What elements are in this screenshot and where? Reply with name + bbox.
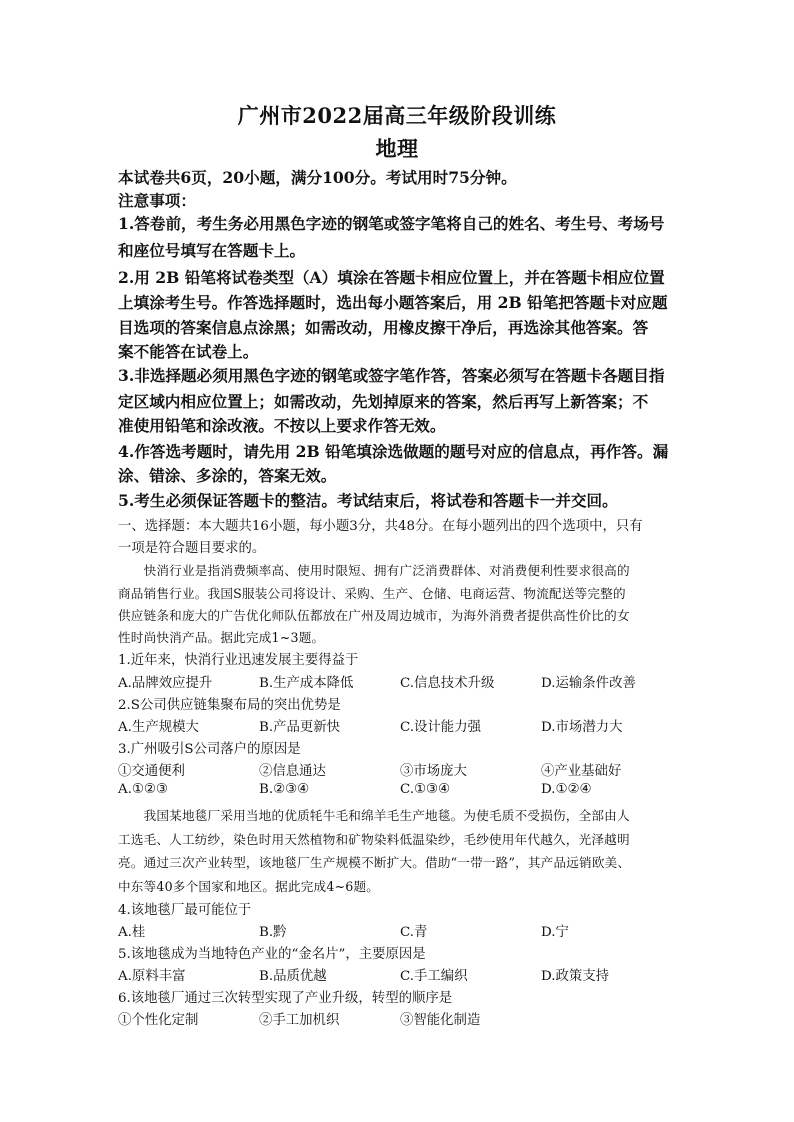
option-a: A.生产规模大 (118, 720, 199, 735)
notice-line: 5.考生必须保证答题卡的整洁。考试结束后，将试卷和答题卡一并交回。 (118, 491, 618, 510)
question-options (118, 716, 678, 736)
question-stem: 1.近年来，快消行业迅速发展主要得益于 (118, 653, 359, 668)
notice-heading: 注意事项： (118, 191, 196, 210)
factor-item: ②信息通达 (259, 764, 326, 779)
notice-line: 3.非选择题必须用黑色字迹的钢笔或签字笔作答，答案必须写在答题卡各题目指 (118, 366, 665, 385)
passage-line: 供应链条和庞大的广告优化师队伍都放在广州及周边城市，为海外消费者提供高性价比的女 (118, 608, 630, 623)
exam-title: 广州市2022届高三年级阶段训练 (237, 103, 557, 128)
notice-line: 涂、错涂、多涂的，答案无效。 (118, 466, 337, 485)
section-heading: 一项是符合题目要求的。 (118, 541, 266, 556)
notice-line: 目选项的答案信息点涂黑；如需改动，用橡皮擦干净后，再选涂其他答案。答 (118, 318, 649, 337)
notice-line: 2.用 2B 铅笔将试卷类型（A）填涂在答题卡相应位置上，并在答题卡相应位置 (118, 268, 665, 287)
option-a: A.桂 (118, 925, 146, 940)
passage-line: 中东等40多个国家和地区。据此完成4~6题。 (118, 879, 380, 894)
factor-item: ①交通便利 (118, 764, 185, 779)
question-stem: 5.该地毯成为当地特色产业的“金名片”，主要原因是 (118, 947, 426, 962)
section-heading: 一、选择题：本大题共16小题，每小题3分，共48分。在每小题列出的四个选项中，只有 (118, 519, 643, 534)
option-a: A.①②③ (118, 782, 168, 797)
factor-item: ④产业基础好 (541, 764, 622, 779)
question-stem: 3.广州吸引S公司落户的原因是 (118, 742, 301, 757)
option-a: A.原料丰富 (118, 969, 186, 984)
notice-line: 1.答卷前，考生务必用黑色字迹的钢笔或签字笔将自己的姓名、考生号、考场号 (118, 214, 665, 233)
option-d: D.①②④ (541, 782, 592, 797)
factor-item: ②手工加机织 (259, 1013, 340, 1028)
notice-line: 上填涂考生号。作答选择题时，选出每小题答案后，用 2B 铅笔把答题卡对应题 (118, 293, 668, 312)
factor-item: ③智能化制造 (400, 1013, 481, 1028)
notice-line: 准使用铅笔和涂改液。不按以上要求作答无效。 (118, 416, 446, 435)
option-d: D.运输条件改善 (541, 676, 636, 691)
question-stem: 4.该地毯厂最可能位于 (118, 903, 252, 918)
passage-line: 快消行业是指消费频率高、使用时限短、拥有广泛消费群体、对消费便利性要求很高的 (118, 563, 630, 578)
passage-line: 工选毛、人工纺纱，染色时用天然植物和矿物染料低温染纱，毛纱使用年代越久，光泽越明 (118, 832, 630, 847)
passage-line: 亮。通过三次产业转型，该地毯厂生产规模不断扩大。借助“一带一路”，其产品远销欧美、 (118, 855, 631, 870)
question-options (118, 921, 678, 941)
option-d: D.政策支持 (541, 969, 610, 984)
option-d: D.宁 (541, 925, 569, 940)
option-b: B.产品更新快 (259, 720, 341, 735)
option-c: C.青 (400, 925, 428, 940)
notice-line: 和座位号填写在答题卡上。 (118, 241, 306, 260)
option-b: B.②③④ (259, 782, 310, 797)
question-options (118, 672, 678, 692)
question-factors (118, 760, 678, 780)
passage-line: 我国某地毯厂采用当地的优质牦牛毛和绵羊毛生产地毯。为使毛质不受损伤，全部由人 (118, 808, 630, 823)
option-d: D.市场潜力大 (541, 720, 623, 735)
exam-intro: 本试卷共6页，20小题，满分100分。考试用时75分钟。 (118, 168, 517, 187)
factor-item: ①个性化定制 (118, 1013, 199, 1028)
subject-title: 地理 (375, 136, 419, 161)
question-options (118, 782, 678, 802)
notice-line: 案不能答在试卷上。 (118, 342, 259, 361)
option-b: B.黔 (259, 925, 287, 940)
option-a: A.品牌效应提升 (118, 676, 213, 691)
question-stem: 2.S公司供应链集聚布局的突出优势是 (118, 698, 341, 713)
passage-line: 商品销售行业。我国S服装公司将设计、采购、生产、仓储、电商运营、物流配送等完整的 (118, 586, 626, 601)
option-c: C.信息技术升级 (400, 676, 495, 691)
option-b: B.品质优越 (259, 969, 327, 984)
factor-item: ③市场庞大 (400, 764, 467, 779)
question-factors (118, 1009, 678, 1029)
option-c: C.设计能力强 (400, 720, 481, 735)
question-stem: 6.该地毯厂通过三次转型实现了产业升级，转型的顺序是 (118, 991, 453, 1006)
option-c: C.①③④ (400, 782, 451, 797)
option-c: C.手工编织 (400, 969, 468, 984)
question-options (118, 965, 678, 985)
passage-line: 性时尚快消产品。据此完成1~3题。 (118, 630, 325, 645)
option-b: B.生产成本降低 (259, 676, 354, 691)
notice-line: 定区域内相应位置上；如需改动，先划掉原来的答案，然后再写上新答案；不 (118, 392, 649, 411)
notice-line: 4.作答选考题时，请先用 2B 铅笔填涂选做题的题号对应的信息点，再作答。漏 (118, 442, 669, 461)
